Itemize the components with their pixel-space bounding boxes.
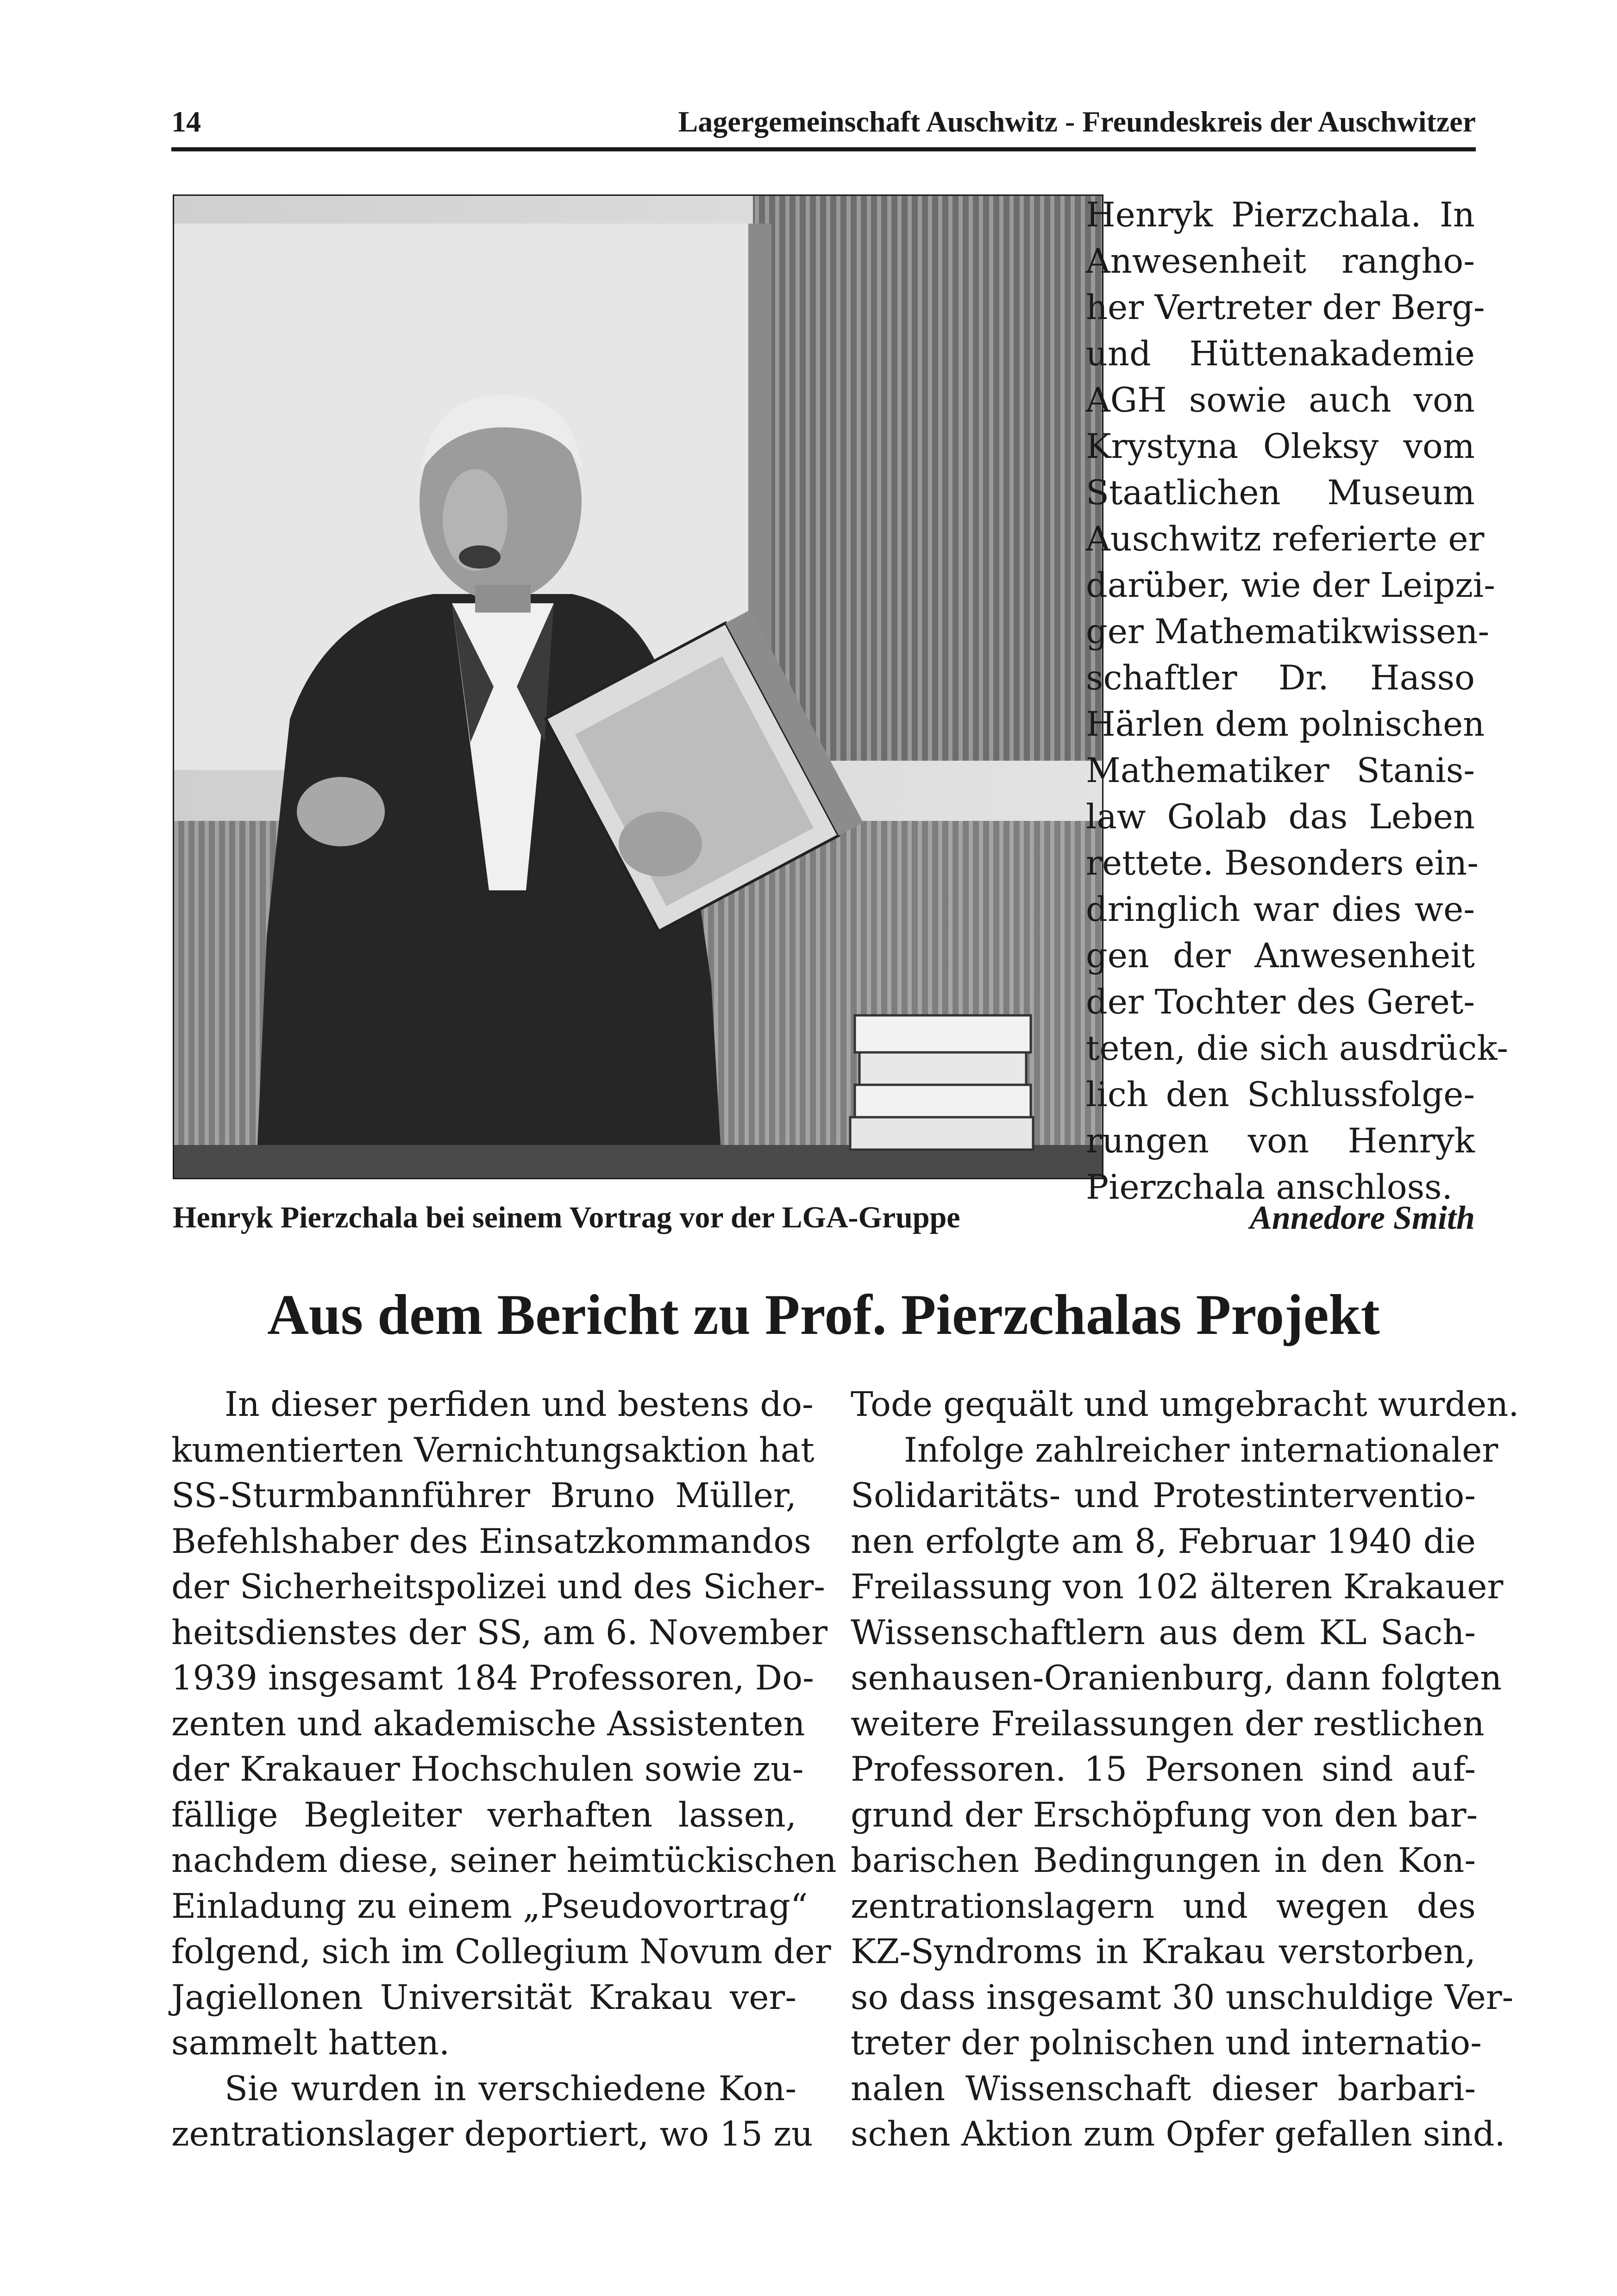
text-line: treter der polnischen und internatio-	[851, 2023, 1482, 2063]
running-title: Lagergemeinschaft Auschwitz - Freundeskreis der Auschwitzer	[678, 105, 1476, 138]
text-line: nalen Wissenschaft dieser barbari-	[851, 2069, 1476, 2108]
text-line: Wissenschaftlern aus dem KL Sach-	[851, 1613, 1476, 1652]
text-line: senhausen-Oranienburg, dann folgten	[851, 1658, 1502, 1698]
text-line: Professoren. 15 Personen sind auf-	[851, 1750, 1476, 1789]
text-line: sammelt hatten.	[171, 2023, 450, 2063]
text-line: darüber, wie der Leipzi-	[1086, 566, 1495, 605]
text-line: Mathematiker Stanis-	[1086, 751, 1475, 790]
text-line: schen Aktion zum Opfer gefallen sind.	[851, 2115, 1505, 2154]
photo-speaker	[173, 194, 1103, 1179]
text-line: Pierzchala anschloss.	[1086, 1168, 1453, 1207]
text-line: nachdem diese, seiner heimtückischen	[171, 1841, 837, 1880]
photo-illustration	[174, 196, 1102, 1178]
text-line: folgend, sich im Collegium Novum der	[171, 1932, 831, 1971]
text-line: KZ-Syndroms in Krakau verstorben,	[851, 1932, 1476, 1971]
photo-caption: Henryk Pierzchala bei seinem Vortrag vor der LGA-Gruppe	[173, 1201, 960, 1234]
text-line: kumentierten Vernichtungsaktion hat	[171, 1430, 815, 1470]
text-line: Anwesenheit rangho-	[1086, 242, 1475, 281]
text-line: zentrationslagern und wegen des	[851, 1886, 1476, 1926]
text-line: law Golab das Leben	[1086, 797, 1475, 837]
text-line: Tode gequält und umgebracht wurden.	[851, 1385, 1519, 1424]
text-line: weitere Freilassungen der restlichen	[851, 1704, 1485, 1744]
text-line: so dass insgesamt 30 unschuldige Ver-	[851, 1977, 1514, 2017]
text-line: der Tochter des Geret-	[1086, 982, 1475, 1022]
text-line: heitsdienstes der SS, am 6. November	[171, 1613, 828, 1652]
text-line: nen erfolgte am 8, Februar 1940 die	[851, 1521, 1476, 1561]
text-line: Solidaritäts- und Protestinterventio-	[851, 1476, 1476, 1515]
text-line: Henryk Pierzchala. In	[1086, 195, 1475, 235]
header-rule	[171, 147, 1476, 151]
text-line: AGH sowie auch von	[1086, 381, 1475, 420]
text-line: Sie wurden in verschiedene Kon-	[225, 2069, 796, 2108]
text-line: In dieser perfiden und bestens do-	[225, 1385, 814, 1424]
text-line: rungen von Henryk	[1086, 1121, 1475, 1161]
text-line: teten, die sich ausdrück-	[1086, 1029, 1509, 1068]
text-line: 1939 insgesamt 184 Professoren, Do-	[171, 1658, 814, 1698]
text-line: Einladung zu einem „Pseudovortrag“	[171, 1886, 808, 1926]
text-line: Härlen dem polnischen	[1086, 705, 1485, 744]
text-line: Freilassung von 102 älteren Krakauer	[851, 1567, 1504, 1607]
article-column-left	[171, 1382, 837, 2158]
text-line: ger Mathematikwissen-	[1086, 612, 1490, 651]
text-line: der Krakauer Hochschulen sowie zu-	[171, 1750, 804, 1789]
text-line: SS-Sturmbannführer Bruno Müller,	[171, 1476, 796, 1515]
text-line: dringlich war dies we-	[1086, 890, 1475, 929]
text-line: zentrationslager deportiert, wo 15 zu	[171, 2115, 813, 2154]
article-headline: Aus dem Bericht zu Prof. Pierzchalas Projekt	[267, 1283, 1380, 1346]
text-line: lich den Schlussfolge-	[1086, 1075, 1475, 1114]
text-line: schaftler Dr. Hasso	[1086, 658, 1475, 698]
text-line: Befehlshaber des Einsatzkommandos	[171, 1521, 811, 1561]
text-line: Staatlichen Museum	[1086, 473, 1475, 513]
text-line: Auschwitz referierte er	[1086, 519, 1485, 559]
page-number: 14	[171, 105, 201, 138]
text-line: zenten und akademische Assistenten	[171, 1704, 805, 1744]
text-line: her Vertreter der Berg-	[1086, 288, 1485, 327]
text-line: fällige Begleiter verhaften lassen,	[171, 1795, 796, 1835]
text-line: gen der Anwesenheit	[1086, 936, 1475, 976]
sidebar-text-column	[1086, 192, 1509, 1211]
text-line: barischen Bedingungen in den Kon-	[851, 1841, 1476, 1880]
text-line: grund der Erschöpfung von den bar-	[851, 1795, 1478, 1835]
author-signature: Annedore Smith	[1249, 1199, 1475, 1236]
text-line: Infolge zahlreicher internationaler	[904, 1430, 1498, 1470]
article-column-right	[851, 1382, 1519, 2158]
text-line: Jagiellonen Universität Krakau ver-	[171, 1977, 796, 2017]
text-line: rettete. Besonders ein-	[1086, 844, 1479, 883]
text-line: der Sicherheitspolizei und des Sicher-	[171, 1567, 825, 1607]
text-line: Krystyna Oleksy vom	[1086, 427, 1475, 466]
text-line: und Hüttenakademie	[1086, 334, 1475, 374]
